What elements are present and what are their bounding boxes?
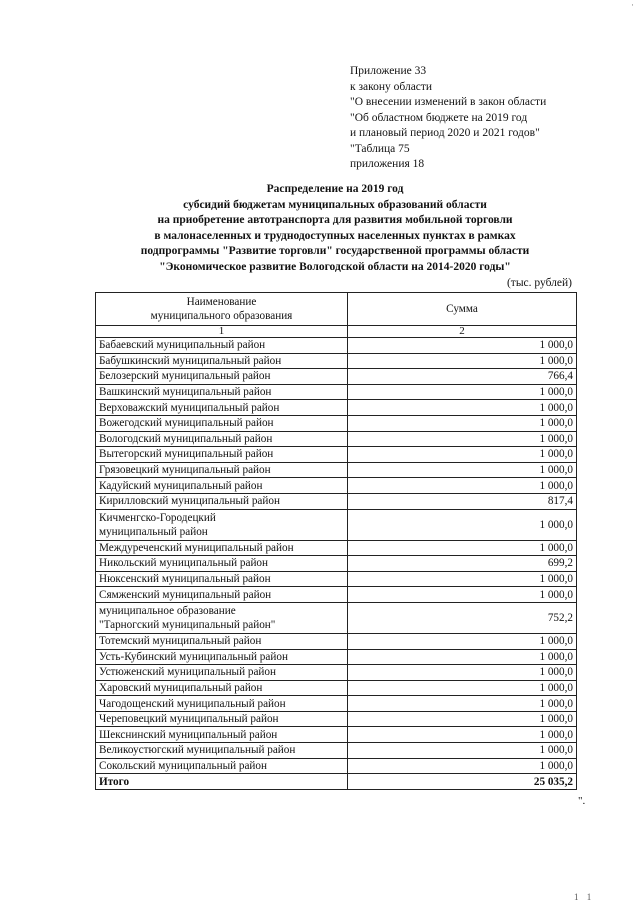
municipality-name-line: муниципальное образование xyxy=(99,604,236,617)
table-row xyxy=(96,602,577,633)
annex-line: "Об областном бюджете на 2019 год xyxy=(350,111,528,124)
table-row xyxy=(96,633,577,649)
table-row xyxy=(96,384,577,400)
amount-cell: 1 000,0 xyxy=(348,509,577,540)
amount-cell: 1 000,0 xyxy=(348,462,577,478)
municipality-name-cell: Вологодский муниципальный район xyxy=(96,431,348,447)
distribution-table xyxy=(95,292,577,790)
municipality-name-cell: Бабушкинский муниципальный район xyxy=(96,353,348,369)
municipality-name-cell: Междуреченский муниципальный район xyxy=(96,540,348,556)
header-name-line: Наименование xyxy=(186,296,257,308)
table-row xyxy=(96,758,577,774)
table-row xyxy=(96,556,577,572)
table-row xyxy=(96,493,577,509)
table-row xyxy=(96,587,577,603)
amount-cell: 752,2 xyxy=(348,602,577,633)
column-number-row xyxy=(96,326,577,338)
table-row xyxy=(96,711,577,727)
amount-cell: 1 000,0 xyxy=(348,431,577,447)
municipality-name-cell: Шекснинский муниципальный район xyxy=(96,727,348,743)
annex-line: и плановый период 2020 и 2021 годов" xyxy=(350,127,540,139)
municipality-name-cell: Вашкинский муниципальный район xyxy=(96,384,348,400)
title-line: на приобретение автотранспорта для развития мобильной торговли xyxy=(157,214,513,226)
municipality-name-cell: Белозерский муниципальный район xyxy=(96,369,348,385)
table-row xyxy=(96,649,577,665)
table-row xyxy=(96,415,577,431)
municipality-name-cell: Вытегорский муниципальный район xyxy=(96,447,348,463)
table-row xyxy=(96,462,577,478)
amount-cell: 1 000,0 xyxy=(348,571,577,587)
header-amount-cell: Сумма xyxy=(348,293,577,326)
municipality-name-cell: Тотемский муниципальный район xyxy=(96,633,348,649)
amount-cell: 1 000,0 xyxy=(348,478,577,494)
table-row xyxy=(96,571,577,587)
municipality-name-cell: Кирилловский муниципальный район xyxy=(96,493,348,509)
title-line: субсидий бюджетам муниципальных образований области xyxy=(183,198,487,211)
amount-cell: 1 000,0 xyxy=(348,447,577,463)
column-number: 2 xyxy=(348,326,577,338)
annex-line: "Таблица 75 xyxy=(350,142,410,155)
amount-cell: 1 000,0 xyxy=(348,633,577,649)
title-line: Распределение на 2019 год xyxy=(266,183,404,195)
municipality-name-cell: Кадуйский муниципальный район xyxy=(96,478,348,494)
amount-cell: 1 000,0 xyxy=(348,400,577,416)
municipality-name-cell: Сокольский муниципальный район xyxy=(96,758,348,774)
amount-cell: 1 000,0 xyxy=(348,758,577,774)
municipality-name-cell: Сямженский муниципальный район xyxy=(96,587,348,603)
municipality-name-cell: Устюженский муниципальный район xyxy=(96,665,348,681)
amount-cell: 1 000,0 xyxy=(348,353,577,369)
closing-quote: ". xyxy=(578,795,586,807)
annex-block xyxy=(350,64,546,173)
municipality-name-line: муниципальный район xyxy=(99,525,208,538)
municipality-name-cell: Грязовецкий муниципальный район xyxy=(96,462,348,478)
total-row xyxy=(96,774,577,790)
municipality-name-cell: Вожегодский муниципальный район xyxy=(96,415,348,431)
amount-cell: 1 000,0 xyxy=(348,415,577,431)
annex-line: "О внесении изменений в закон области xyxy=(350,96,547,108)
amount-cell: 699,2 xyxy=(348,556,577,572)
amount-cell: 817,4 xyxy=(348,493,577,509)
municipality-name-cell: Чагодощенский муниципальный район xyxy=(96,696,348,712)
amount-cell: 1 000,0 xyxy=(348,711,577,727)
units-label: (тыс. рублей) xyxy=(506,277,572,289)
municipality-name-cell: Усть-Кубинский муниципальный район xyxy=(96,649,348,665)
table-row xyxy=(96,431,577,447)
table-row xyxy=(96,727,577,743)
amount-cell: 1 000,0 xyxy=(348,384,577,400)
table-row xyxy=(96,447,577,463)
table-row xyxy=(96,743,577,759)
table-header-row xyxy=(96,293,577,326)
amount-cell: 766,4 xyxy=(348,369,577,385)
table-row xyxy=(96,400,577,416)
municipality-name-cell: Бабаевский муниципальный район xyxy=(96,338,348,354)
table-row xyxy=(96,696,577,712)
header-name-cell xyxy=(96,293,348,326)
document-title xyxy=(90,182,580,275)
table-row xyxy=(96,353,577,369)
title-line: подпрограммы "Развитие торговли" государственной программы области xyxy=(140,245,530,257)
total-amount: 25 035,2 xyxy=(348,774,577,790)
table-row xyxy=(96,478,577,494)
amount-cell: 1 000,0 xyxy=(348,727,577,743)
municipality-name-cell xyxy=(96,602,348,633)
annex-line: Приложение 33 xyxy=(350,65,427,77)
header-name-line: муниципального образования xyxy=(150,310,293,322)
total-label: Итого xyxy=(96,774,348,790)
corner-mark: · xyxy=(631,0,634,10)
amount-cell: 1 000,0 xyxy=(348,696,577,712)
amount-cell: 1 000,0 xyxy=(348,649,577,665)
table-row xyxy=(96,540,577,556)
page-footer-mark: 1 1 xyxy=(574,892,595,902)
amount-cell: 1 000,0 xyxy=(348,743,577,759)
amount-cell: 1 000,0 xyxy=(348,338,577,354)
annex-line: к закону области xyxy=(350,80,433,93)
municipality-name-cell: Харовский муниципальный район xyxy=(96,680,348,696)
table-row xyxy=(96,369,577,385)
municipality-name-cell: Нюксенский муниципальный район xyxy=(96,571,348,587)
column-number: 1 xyxy=(96,326,348,338)
amount-cell: 1 000,0 xyxy=(348,665,577,681)
table-row xyxy=(96,665,577,681)
amount-cell: 1 000,0 xyxy=(348,680,577,696)
municipality-name-cell: Верховажский муниципальный район xyxy=(96,400,348,416)
municipality-name-cell: Великоустюгский муниципальный район xyxy=(96,743,348,759)
municipality-name-cell xyxy=(96,509,348,540)
table-row xyxy=(96,680,577,696)
municipality-name-cell: Никольский муниципальный район xyxy=(96,556,348,572)
title-line: "Экономическое развитие Вологодской области на 2014-2020 годы" xyxy=(159,260,511,273)
amount-cell: 1 000,0 xyxy=(348,540,577,556)
title-line: в малонаселенных и труднодоступных населенных пунктах в рамках xyxy=(154,229,516,242)
municipality-name-cell: Череповецкий муниципальный район xyxy=(96,711,348,727)
annex-line: приложения 18 xyxy=(350,158,425,170)
amount-cell: 1 000,0 xyxy=(348,587,577,603)
table-row xyxy=(96,338,577,354)
table-row xyxy=(96,509,577,540)
municipality-name-line: Кичменгско-Городецкий xyxy=(99,511,216,524)
municipality-name-line: "Тарногский муниципальный район" xyxy=(99,618,276,631)
